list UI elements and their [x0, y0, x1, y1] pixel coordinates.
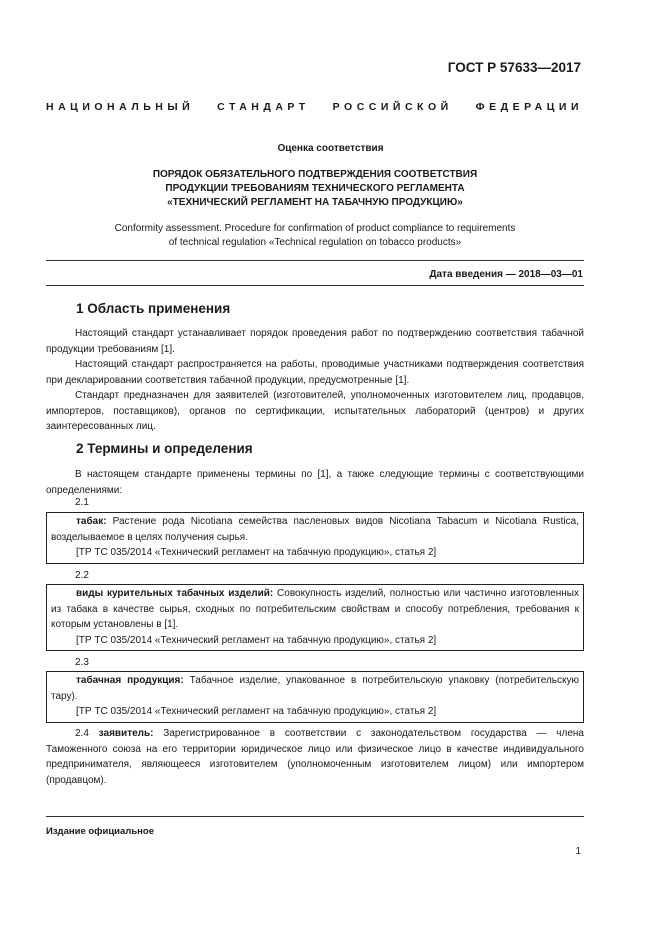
term-name: табак:	[76, 516, 107, 527]
divider-top	[46, 260, 584, 261]
title-line: ПРОДУКЦИИ ТРЕБОВАНИЯМ ТЕХНИЧЕСКОГО РЕГЛАМЕНТА	[165, 183, 465, 194]
english-title-line: Conformity assessment. Procedure for confirmation of product compliance to requirements	[114, 223, 516, 234]
term-box	[46, 584, 584, 651]
term-number: 2.2	[75, 570, 89, 581]
section2-heading: 2 Термины и определения	[76, 441, 253, 456]
divider-date	[46, 285, 584, 286]
item-number: 2.4	[75, 728, 89, 739]
term-name: заявитель:	[98, 728, 154, 739]
national-standard-heading: НАЦИОНАЛЬНЫЙ СТАНДАРТ РОССИЙСКОЙ ФЕДЕРАЦИИ	[46, 101, 583, 113]
title-line: «ТЕХНИЧЕСКИЙ РЕГЛАМЕНТ НА ТАБАЧНУЮ ПРОДУКЦИЮ»	[167, 197, 463, 208]
item-2-4	[46, 726, 584, 788]
term-box	[46, 671, 584, 723]
document-title	[60, 168, 570, 210]
paragraph: Стандарт предназначен для заявителей (изготовителей, уполномоченных изготовителем лиц, продавцов, импортеров, поставщиков), органов по сертификации, испытательных лабораторий (центров) и других заинтересованных лиц.	[46, 390, 584, 432]
term-source: [ТР ТС 035/2014 «Технический регламент на табачную продукцию», статья 2]	[76, 706, 437, 717]
term-definition	[51, 586, 579, 633]
term-definition	[51, 673, 579, 704]
divider-footer	[46, 816, 584, 817]
standard-code: ГОСТ Р 57633—2017	[447, 60, 581, 75]
edition-label: Издание официальное	[46, 826, 154, 837]
section1-body	[46, 326, 584, 435]
term-definition	[51, 514, 579, 545]
term-text: Табачное изделие, упакованное в потребительскую упаковку (потребительскую тару).	[51, 675, 579, 702]
section2-intro: В настоящем стандарте применены термины по [1], а также следующие термины с соответствующими определениями:	[46, 469, 584, 496]
paragraph: Настоящий стандарт устанавливает порядок проведения работ по подтверждению соответствия табачной продукции требованиям [1].	[46, 328, 584, 355]
paragraph: Настоящий стандарт распространяется на работы, проводимые участниками подтверждения соответствия при декларировании соответствия табачной продукции, предусмотренные [1].	[46, 359, 584, 386]
title-line: ПОРЯДОК ОБЯЗАТЕЛЬНОГО ПОДТВЕРЖДЕНИЯ СООТВЕТСТВИЯ	[152, 169, 478, 180]
english-title	[80, 222, 550, 250]
term-source: [ТР ТС 035/2014 «Технический регламент на табачную продукцию», статья 2]	[76, 547, 437, 558]
term-text: Растение рода Nicotiana семейства пасленовых видов Nicotiana Tabacum и Nicotiana Rustica, возделываемое в целях получения сырья.	[51, 516, 579, 543]
introduction-date: Дата введения — 2018—03—01	[429, 269, 583, 280]
section1-heading: 1 Область применения	[76, 301, 231, 316]
term-name: виды курительных табачных изделий:	[76, 588, 274, 599]
term-text: Совокупность изделий, полностью или частично изготовленных из табака в качестве сырья, сходных по потребительским свойствам и способу потребления, требования к которым установлены в [1].	[51, 588, 579, 630]
term-text: Зарегистрированное в соответствии с законодательством государства — члена Таможенного союза на его территории юридическое лицо или физическое лицо в качестве индивидуального предпринимателя, являющееся изготовителем (уполномоченным изготовителем лицом) или импортером (продавцом).	[46, 728, 584, 786]
term-number: 2.3	[75, 657, 89, 668]
term-number: 2.1	[75, 497, 89, 508]
english-title-line: of technical regulation «Technical regulation on tobacco products»	[168, 237, 462, 248]
page-number: 1	[575, 846, 581, 857]
paragraph	[46, 726, 584, 788]
term-box	[46, 512, 584, 564]
term-name: табачная продукция:	[76, 675, 184, 686]
term-source: [ТР ТС 035/2014 «Технический регламент на табачную продукцию», статья 2]	[76, 634, 437, 646]
document-topic: Оценка соответствия	[277, 143, 384, 154]
